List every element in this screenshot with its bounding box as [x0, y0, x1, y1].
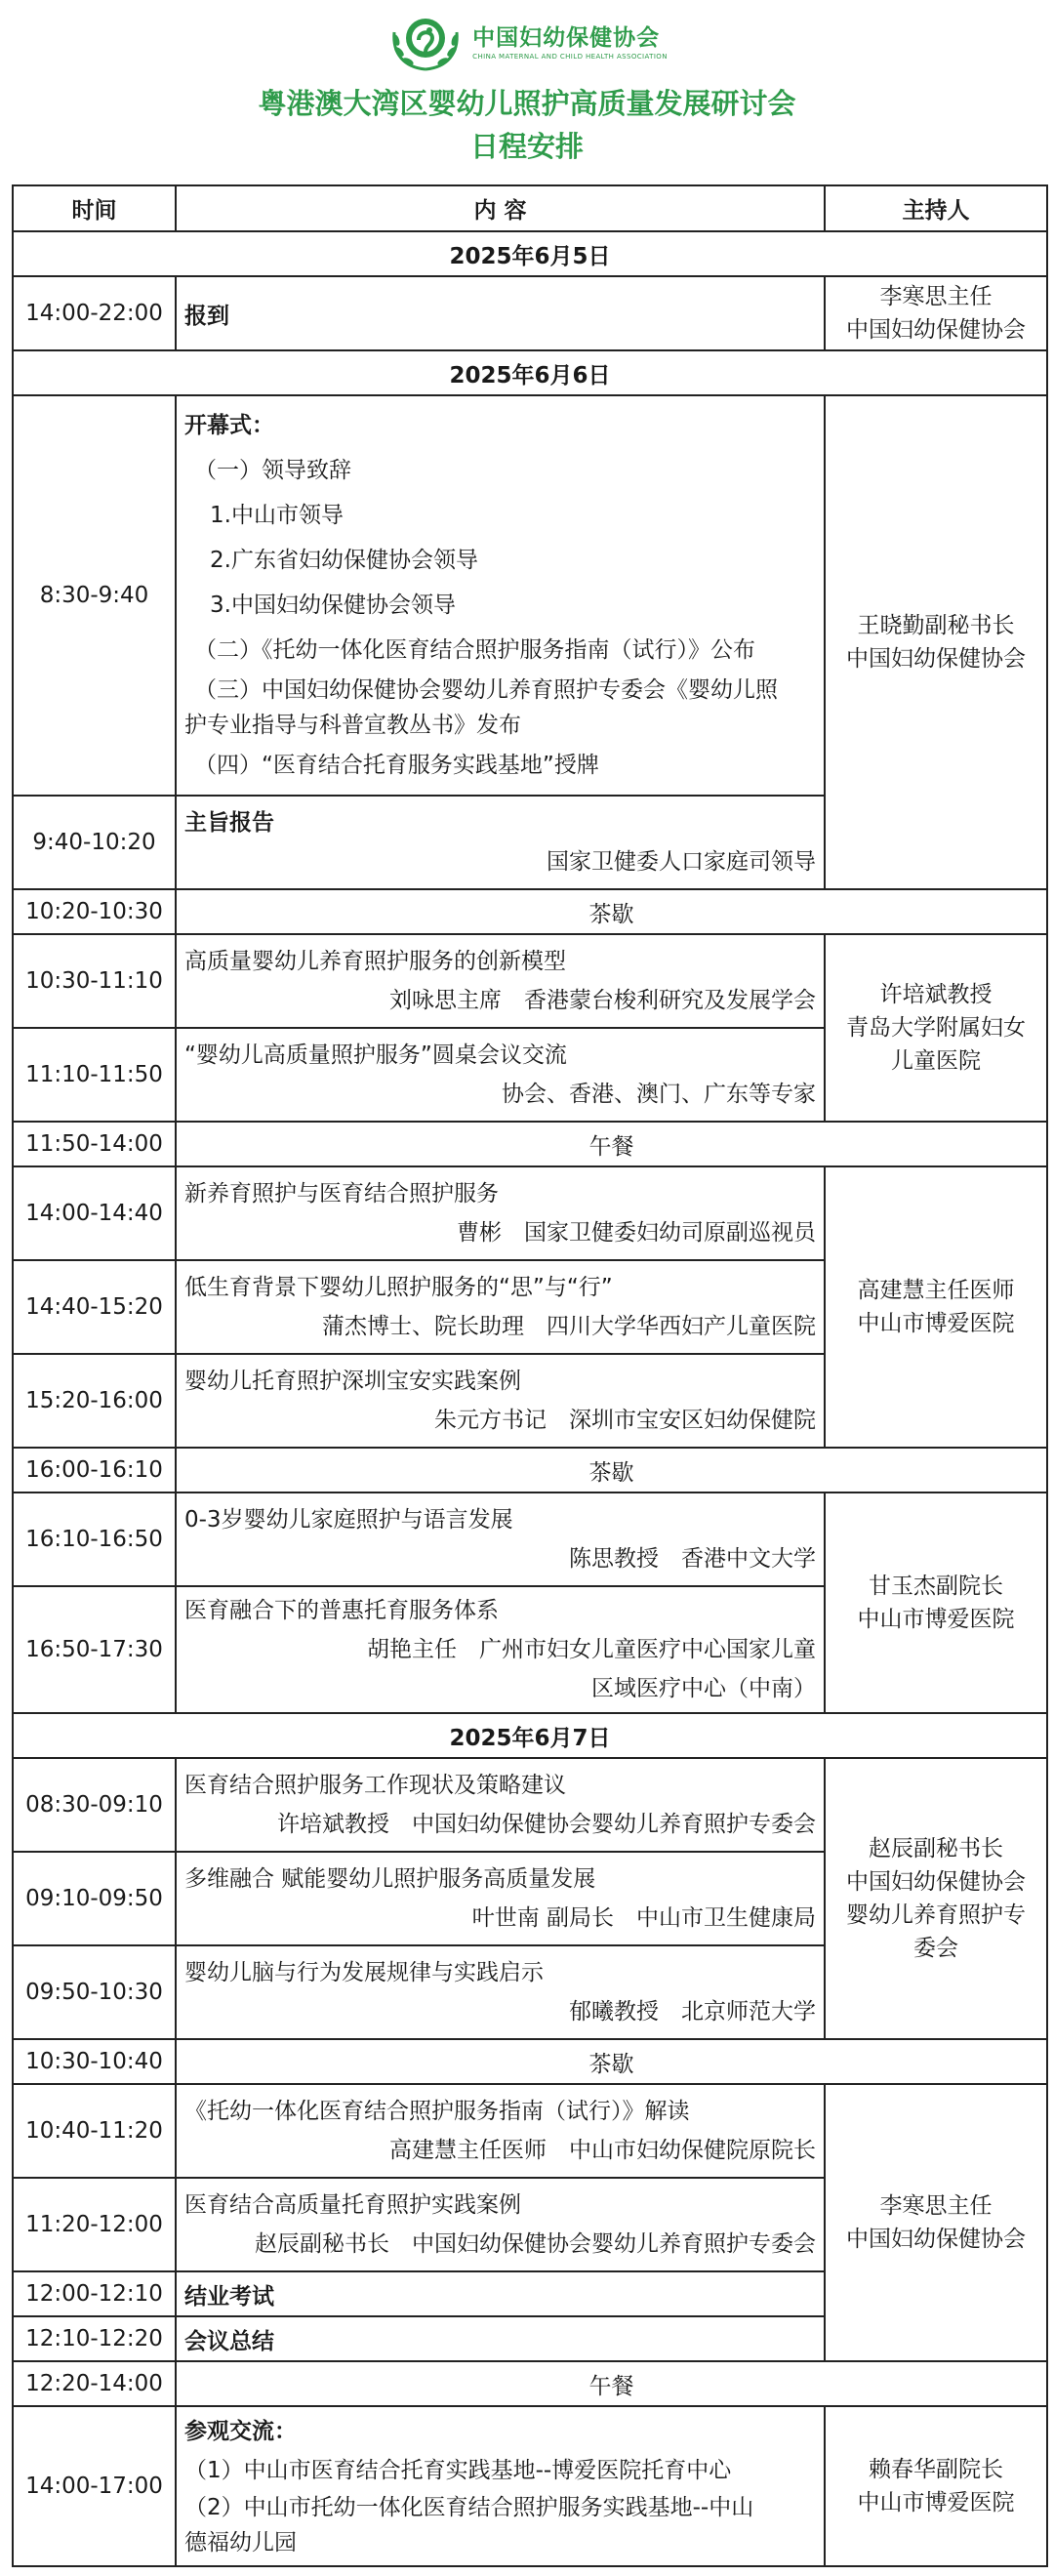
host-name: 高建慧主任医师	[857, 1278, 1015, 1303]
host-org: 婴幼儿养育照护专	[846, 1902, 1026, 1928]
host-cell	[825, 2084, 1047, 2361]
agenda-line: 德福幼儿园	[184, 2530, 297, 2556]
time-cell: 08:30-09:10	[13, 1758, 176, 1852]
table-row	[13, 2039, 1047, 2084]
host-org: 中国妇幼保健协会	[846, 1869, 1026, 1895]
content-cell	[176, 1758, 825, 1852]
time-cell: 09:50-10:30	[13, 1945, 176, 2039]
logo-wordmark	[472, 24, 668, 61]
session-title: 开幕式：	[184, 413, 274, 438]
time-cell: 11:10-11:50	[13, 1028, 176, 1122]
time-cell: 16:00-16:10	[13, 1448, 176, 1492]
content-cell	[176, 1260, 825, 1354]
time-cell: 14:40-15:20	[13, 1260, 176, 1354]
table-row	[13, 1758, 1047, 1852]
host-name: 赵辰副秘书长	[869, 1836, 1003, 1861]
host-org: 中国妇幼保健协会	[846, 646, 1026, 672]
time-cell: 10:30-10:40	[13, 2039, 176, 2084]
time-cell: 9:40-10:20	[13, 796, 176, 889]
time-cell: 10:20-10:30	[13, 889, 176, 934]
table-row	[13, 1492, 1047, 1586]
speaker: 胡艳主任 广州市妇女儿童医疗中心国家儿童	[367, 1637, 816, 1662]
time-cell: 12:10-12:20	[13, 2316, 176, 2361]
session-title: 会议总结	[184, 2328, 274, 2354]
time-cell: 12:00-12:10	[13, 2271, 176, 2316]
table-row	[13, 934, 1047, 1028]
session-title: 新养育照护与医育结合照护服务	[184, 1181, 499, 1206]
host-cell	[825, 395, 1047, 889]
session-title: 婴幼儿脑与行为发展规律与实践启示	[184, 1960, 544, 1985]
host-name: 甘玉杰副院长	[869, 1574, 1003, 1599]
column-header-time: 时间	[13, 185, 176, 231]
content-cell	[176, 2271, 825, 2316]
host-org: 儿童医院	[891, 1048, 981, 1074]
host-cell	[825, 1492, 1047, 1713]
session-title: 《托幼一体化医育结合照护服务指南（试行）》解读	[184, 2099, 690, 2124]
content-cell	[176, 1166, 825, 1260]
host-org: 中山市博爱医院	[857, 1607, 1015, 1632]
speaker: 区域医疗中心（中南）	[591, 1676, 816, 1701]
agenda-line: （三）中国妇幼保健协会婴幼儿养育照护专委会《婴幼儿照	[194, 677, 778, 703]
break-cell: 茶歇	[176, 2039, 1047, 2084]
time-cell: 16:10-16:50	[13, 1492, 176, 1586]
break-cell: 午餐	[176, 1122, 1047, 1166]
table-row	[13, 2361, 1047, 2406]
date-row-day3: 2025年6月7日	[13, 1713, 1047, 1758]
session-title: “婴幼儿高质量照护服务”圆桌会议交流	[184, 1043, 567, 1068]
agenda-line: （二）《托幼一体化医育结合照护服务指南（试行）》公布	[194, 637, 755, 663]
table-row	[13, 276, 1047, 350]
agenda-line: （一）领导致辞	[194, 458, 351, 483]
time-cell: 10:30-11:10	[13, 934, 176, 1028]
logo-header	[0, 0, 1054, 78]
session-title: 婴幼儿托育照护深圳宝安实践案例	[184, 1369, 521, 1394]
content-cell	[176, 1586, 825, 1713]
host-cell	[825, 934, 1047, 1122]
host-cell	[825, 1166, 1047, 1448]
time-cell: 10:40-11:20	[13, 2084, 176, 2178]
host-org: 委会	[913, 1936, 958, 1961]
content-cell	[176, 1354, 825, 1448]
agenda-line: （1）中山市医育结合托育实践基地--博爱医院托育中心	[184, 2458, 732, 2483]
table-row	[13, 1166, 1047, 1260]
agenda-line: 护专业指导与科普宣教丛书》发布	[184, 713, 521, 738]
schedule-subtitle: 日程安排	[469, 130, 584, 163]
host-org: 中山市博爱医院	[857, 1311, 1015, 1336]
time-cell: 8:30-9:40	[13, 395, 176, 796]
session-title: 医育结合高质量托育照护实践案例	[184, 2192, 521, 2218]
content-cell	[176, 1492, 825, 1586]
content-cell	[176, 2406, 825, 2566]
content-cell	[176, 934, 825, 1028]
break-cell: 午餐	[176, 2361, 1047, 2406]
speaker: 高建慧主任医师 中山市妇幼保健院原院长	[389, 2138, 816, 2163]
speaker: 郁曦教授 北京师范大学	[569, 1999, 816, 2024]
session-title: 0-3岁婴幼儿家庭照护与语言发展	[184, 1507, 513, 1533]
agenda-line: 2.广东省妇幼保健协会领导	[210, 548, 478, 573]
date-row-day1: 2025年6月5日	[13, 231, 1047, 276]
host-name: 李寒思主任	[879, 2193, 993, 2219]
time-cell: 15:20-16:00	[13, 1354, 176, 1448]
host-cell	[825, 2406, 1047, 2566]
time-cell: 14:00-22:00	[13, 276, 176, 350]
host-name: 许培斌教授	[879, 982, 993, 1007]
break-cell: 茶歇	[176, 1448, 1047, 1492]
session-title: 报到	[184, 303, 229, 329]
table-row	[13, 1122, 1047, 1166]
agenda-line: （四）“医育结合托育服务实践基地”授牌	[194, 753, 599, 778]
time-cell: 11:50-14:00	[13, 1122, 176, 1166]
session-title: 高质量婴幼儿养育照护服务的创新模型	[184, 949, 566, 974]
logo-chinese-name: 中国妇幼保健协会	[472, 25, 661, 51]
host-org: 青岛大学附属妇女	[846, 1015, 1026, 1041]
speaker: 赵辰副秘书长 中国妇幼保健协会婴幼儿养育照护专委会	[255, 2231, 816, 2257]
speaker: 陈思教授 香港中文大学	[569, 1546, 816, 1572]
table-row	[13, 2406, 1047, 2566]
host-cell	[825, 1758, 1047, 2039]
content-cell	[176, 796, 825, 889]
host-org: 中国妇幼保健协会	[846, 317, 1026, 343]
host-org: 中山市博爱医院	[857, 2490, 1015, 2515]
speaker: 国家卫健委人口家庭司领导	[547, 849, 816, 875]
host-org: 中国妇幼保健协会	[846, 2227, 1026, 2252]
session-title: 医育结合照护服务工作现状及策略建议	[184, 1773, 566, 1798]
content-cell	[176, 276, 825, 350]
table-row	[13, 2084, 1047, 2178]
speaker: 曹彬 国家卫健委妇幼司原副巡视员	[457, 1220, 816, 1246]
table-row	[13, 889, 1047, 934]
agenda-line: 3.中国妇幼保健协会领导	[210, 593, 456, 618]
speaker: 许培斌教授 中国妇幼保健协会婴幼儿养育照护专委会	[277, 1812, 816, 1837]
speaker: 朱元方书记 深圳市宝安区妇幼保健院	[434, 1408, 816, 1433]
host-name: 李寒思主任	[879, 284, 993, 309]
speaker: 刘咏思主席 香港蒙台梭利研究及发展学会	[389, 988, 816, 1013]
host-cell	[825, 276, 1047, 350]
content-cell	[176, 1028, 825, 1122]
content-cell	[176, 1852, 825, 1945]
break-cell: 茶歇	[176, 889, 1047, 934]
event-title: 粤港澳大湾区婴幼儿照护高质量发展研讨会	[258, 87, 796, 120]
session-title: 主旨报告	[184, 810, 274, 836]
time-cell: 14:00-14:40	[13, 1166, 176, 1260]
association-emblem-icon	[386, 11, 465, 75]
time-cell: 11:20-12:00	[13, 2178, 176, 2271]
time-cell: 09:10-09:50	[13, 1852, 176, 1945]
logo-english-name: CHINA MATERNAL AND CHILD HEALTH ASSOCIATION	[472, 53, 668, 61]
content-cell	[176, 2178, 825, 2271]
host-name: 王晓勤副秘书长	[857, 613, 1015, 638]
session-title: 医育融合下的普惠托育服务体系	[184, 1598, 499, 1623]
table-row	[13, 395, 1047, 796]
speaker: 蒲杰博士、院长助理 四川大学华西妇产儿童医院	[322, 1314, 816, 1339]
session-title: 参观交流：	[184, 2419, 297, 2444]
speaker: 叶世南 副局长 中山市卫生健康局	[471, 1905, 816, 1931]
content-cell	[176, 395, 825, 796]
schedule-table	[12, 184, 1048, 2567]
agenda-line: 1.中山市领导	[210, 503, 344, 528]
time-cell: 12:20-14:00	[13, 2361, 176, 2406]
date-row-day2: 2025年6月6日	[13, 350, 1047, 395]
time-cell: 14:00-17:00	[13, 2406, 176, 2566]
column-header-host: 主持人	[825, 185, 1047, 231]
table-row	[13, 1448, 1047, 1492]
session-title: 结业考试	[184, 2283, 274, 2310]
agenda-line: （2）中山市托幼一体化医育结合照护服务实践基地--中山	[184, 2495, 754, 2520]
content-cell	[176, 1945, 825, 2039]
table-header-row	[13, 185, 1047, 231]
speaker: 协会、香港、澳门、广东等专家	[502, 1082, 816, 1107]
content-cell	[176, 2084, 825, 2178]
session-title: 低生育背景下婴幼儿照护服务的“思”与“行”	[184, 1275, 613, 1300]
session-title: 多维融合 赋能婴幼儿照护服务高质量发展	[184, 1866, 596, 1892]
time-cell: 16:50-17:30	[13, 1586, 176, 1713]
host-name: 赖春华副院长	[869, 2457, 1003, 2482]
content-cell	[176, 2316, 825, 2361]
column-header-content: 内 容	[176, 185, 825, 231]
